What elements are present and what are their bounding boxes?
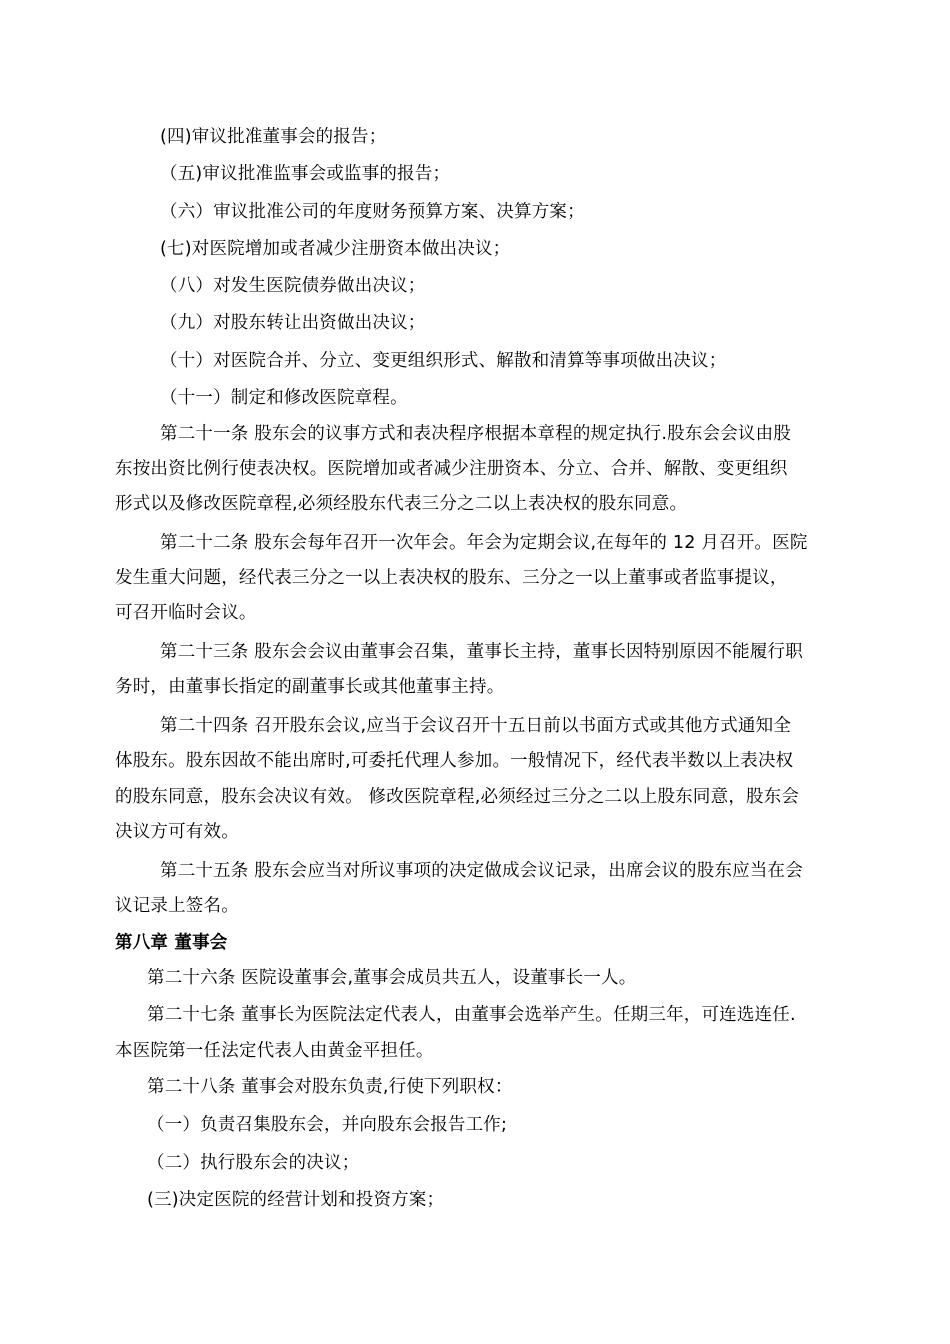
article-24-line-4: 决议方可有效。	[115, 822, 239, 842]
duty-item-3: (三)决定医院的经营计划和投资方案；	[147, 1190, 445, 1210]
list-item-7: (七)对医院增加或者减少注册资本做出决议；	[160, 239, 511, 259]
article-28-line-1: 第二十八条 董事会对股东负责,行使下列职权：	[147, 1077, 513, 1097]
article-25-line-1: 第二十五条 股东会应当对所议事项的决定做成会议记录，出席会议的股东应当在会	[160, 861, 803, 881]
article-23-line-2: 务时，由董事长指定的副董事长或其他董事主持。	[115, 677, 505, 697]
article-26-line-1: 第二十六条 医院设董事会,董事会成员共五人，设董事长一人。	[147, 968, 637, 988]
article-22-line-2: 发生重大问题，经代表三分之一以上表决权的股东、三分之一以上董事或者监事提议，	[115, 568, 788, 588]
article-24-line-1: 第二十四条 召开股东会议,应当于会议召开十五日前以书面方式或其他方式通知全	[160, 716, 792, 736]
list-item-10: （十）对医院合并、分立、变更组织形式、解散和清算等事项做出决议；	[160, 351, 727, 371]
list-item-8: （八）对发生医院债券做出决议；	[160, 276, 426, 296]
article-22-line-1: 第二十二条 股东会每年召开一次年会。年会为定期会议,在每年的 12 月召开。医院	[160, 533, 808, 553]
article-23-line-1: 第二十三条 股东会会议由董事会召集，董事长主持，董事长因特别原因不能履行职	[160, 642, 803, 662]
list-item-11: （十一）制定和修改医院章程。	[160, 388, 408, 408]
article-21-line-3: 形式以及修改医院章程,必须经股东代表三分之二以上表决权的股东同意。	[115, 494, 688, 514]
article-27-line-1: 第二十七条 董事长为医院法定代表人，由董事会选举产生。任期三年，可连选连任.	[147, 1005, 796, 1025]
article-25-line-2: 议记录上签名。	[115, 896, 239, 916]
article-21-line-1: 第二十一条 股东会的议事方式和表决程序根据本章程的规定执行.股东会会议由股	[160, 424, 792, 444]
list-item-5: （五)审议批准监事会或监事的报告；	[160, 164, 451, 184]
duty-item-2: （二）执行股东会的决议；	[147, 1153, 360, 1173]
article-22-line-3: 可召开临时会议。	[115, 603, 257, 623]
article-21-line-2: 东按出资比例行使表决权。医院增加或者减少注册资本、分立、合并、解散、变更组织	[115, 459, 788, 479]
article-27-line-2: 本医院第一任法定代表人由黄金平担任。	[115, 1041, 434, 1061]
duty-item-1: （一）负责召集股东会，并向股东会报告工作;	[147, 1115, 508, 1135]
list-item-6: （六）审议批准公司的年度财务预算方案、决算方案；	[160, 202, 585, 222]
article-24-line-2: 体股东。股东因故不能出席时,可委托代理人参加。一般情况下，经代表半数以上表决权	[115, 751, 794, 771]
list-item-4: (四)审议批准董事会的报告；	[160, 127, 387, 147]
chapter-heading: 第八章 董事会	[115, 933, 228, 953]
article-24-line-3: 的股东同意，股东会决议有效。 修改医院章程,必须经过三分之二以上股东同意，股东会	[115, 787, 800, 807]
list-item-9: （九）对股东转让出资做出决议；	[160, 313, 426, 333]
